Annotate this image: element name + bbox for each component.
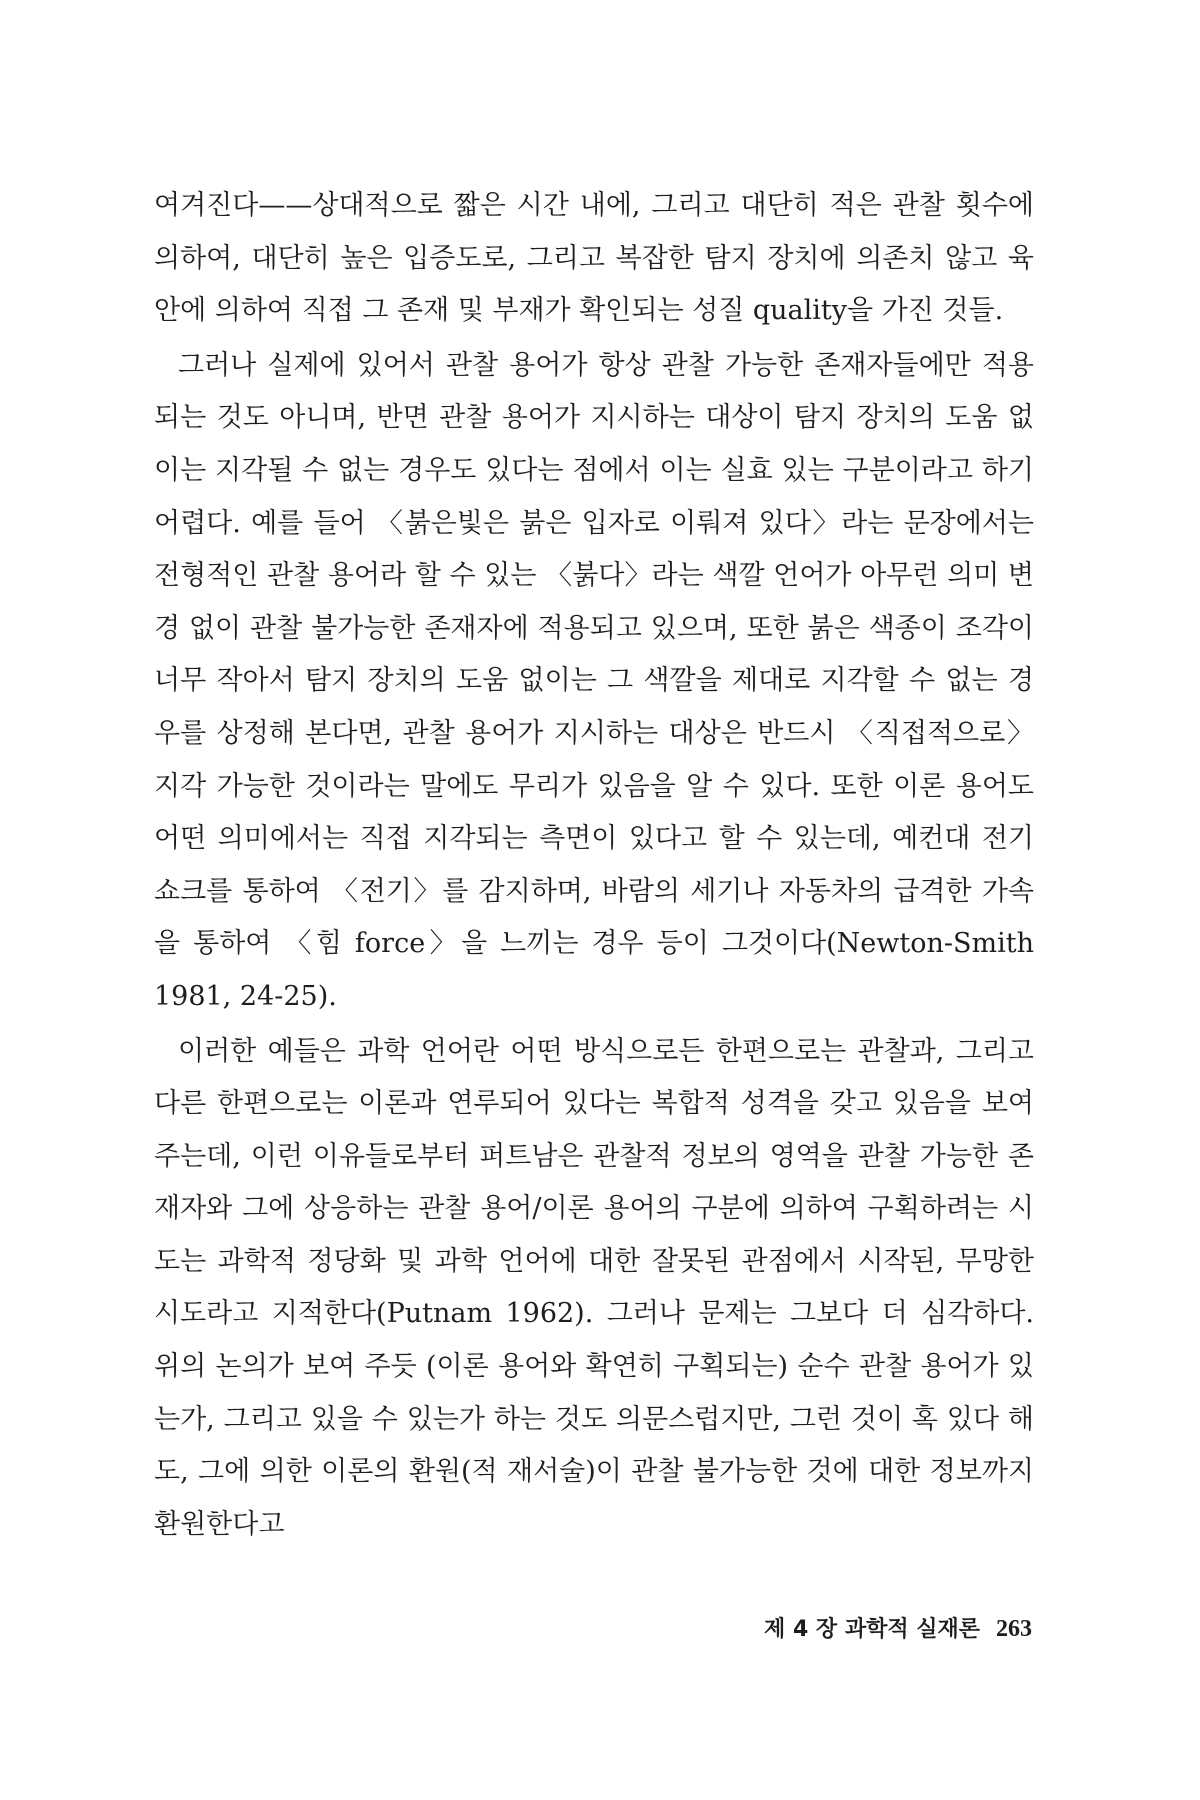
chapter-title: 제 4 장 과학적 실재론 xyxy=(764,1617,980,1642)
paragraph-observation-terms: 그러나 실제에 있어서 관찰 용어가 항상 관찰 가능한 존재자들에만 적용되는 것도 아니며, 반면 관찰 용어가 지시하는 대상이 탐지 장치의 도움 없이는 지각될 수 없는 경우도 있다는 점에서 이는 실효 있는 구분이라고 하기 어렵다. 예를 들어 〈붉은빛은 붉은 입자로 이뤄져 있다〉라는 문장에서는 전형적인 관찰 용어라 할 수 있는 〈붉다〉라는 색깔 언어가 아무런 의미 변경 없이 관찰 불가능한 존재자에 적용되고 있으며, 또한 붉은 색종이 조각이 너무 작아서 탐지 장치의 도움 없이는 그 색깔을 제대로 지각할 수 없는 경우를 상정해 본다면, 관찰 용어가 지시하는 대상은 반드시 〈직접적으로〉 지각 가능한 것이라는 말에도 무리가 있음을 알 수 있다. 또한 이론 용어도 어떤 의미에서는 직접 지각되는 측면이 있다고 할 수 있는데, 예컨대 전기 쇼크를 통하여 〈전기〉를 감지하며, 바람의 세기나 자동차의 급격한 가속을 통하여 〈힘 force〉을 느끼는 경우 등이 그것이다(Newton-Smith 1981, 24-25). xyxy=(154,349,1034,1012)
paragraph-scientific-language: 이러한 예들은 과학 언어란 어떤 방식으로든 한편으로는 관찰과, 그리고 다른 한편으로는 이론과 연루되어 있다는 복합적 성격을 갖고 있음을 보여 주는데, 이런 이유들로부터 퍼트남은 관찰적 정보의 영역을 관찰 가능한 존재자와 그에 상응하는 관찰 용어/이론 용어의 구분에 의하여 구획하려는 시도는 과학적 정당화 및 과학 언어에 대한 잘못된 관점에서 시작된, 무망한 시도라고 지적한다(Putnam 1962). 그러나 문제는 그보다 더 심각하다. 위의 논의가 보여 주듯 (이론 용어와 확연히 구획되는) 순수 관찰 용어가 있는가, 그리고 있을 수 있는가 하는 것도 의문스럽지만, 그런 것이 혹 있다 해도, 그에 의한 이론의 환원(적 재서술)이 관찰 불가능한 것에 대한 정보까지 환원한다고 xyxy=(154,1035,1034,1540)
paragraph-continuation: 여겨진다——상대적으로 짧은 시간 내에, 그리고 대단히 적은 관찰 횟수에 의하여, 대단히 높은 입증도로, 그리고 복잡한 탐지 장치에 의존치 않고 육안에 의하여 직접 그 존재 및 부재가 확인되는 성질 quality을 가진 것들. xyxy=(154,190,1034,327)
page-number: 263 xyxy=(996,1616,1032,1642)
body-text xyxy=(154,180,1034,1553)
running-footer xyxy=(764,1612,1032,1643)
